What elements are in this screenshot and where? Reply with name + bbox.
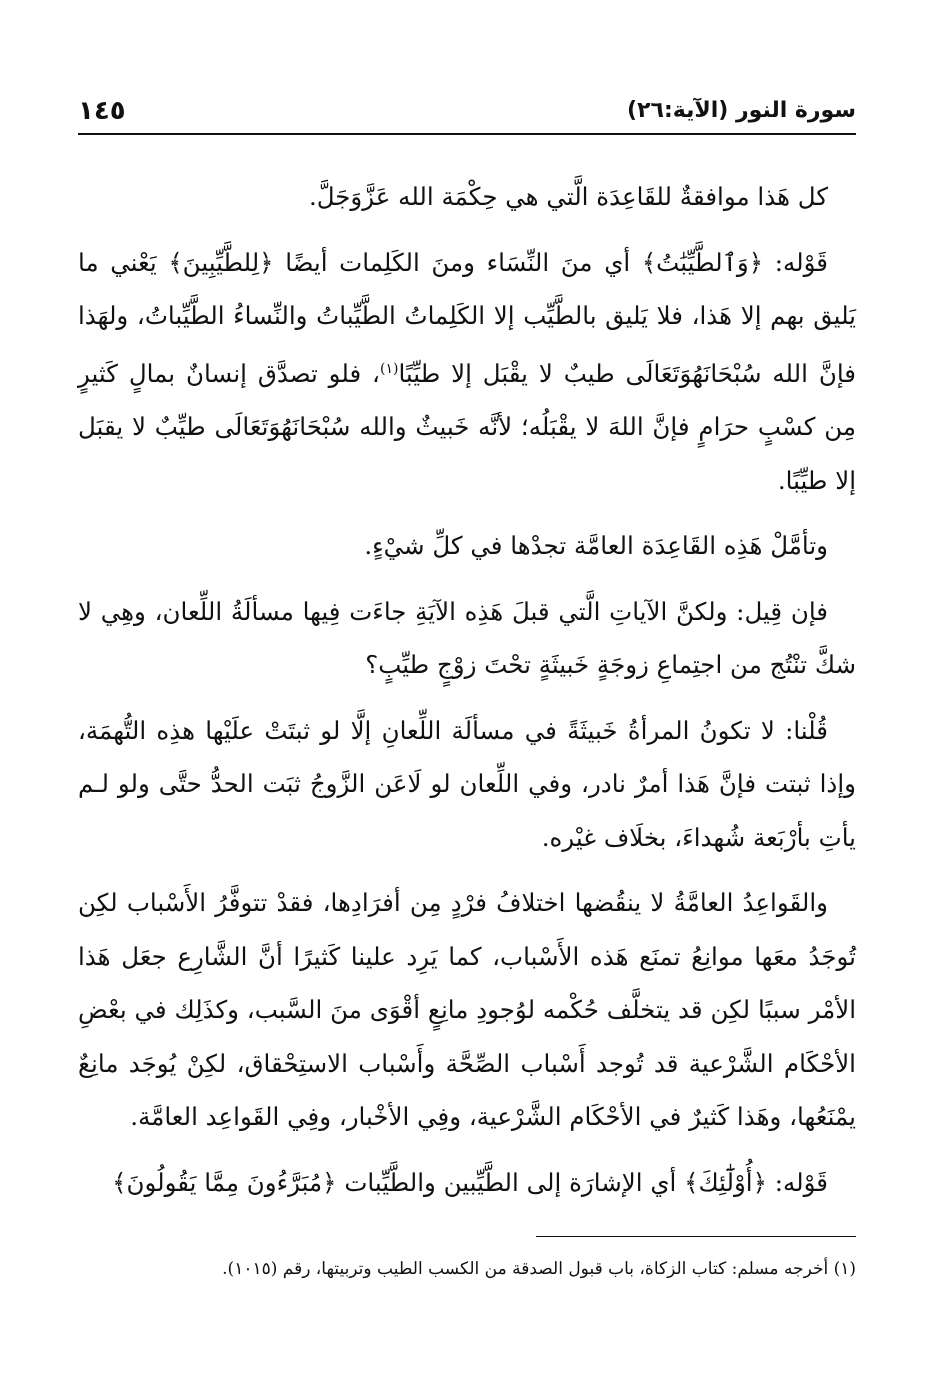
quran-quote: ﴿مُبَرَّءُونَ مِمَّا يَقُولُونَ﴾ — [112, 1167, 337, 1197]
paragraph-text: أي الإشارَة إلى الطَّيِّبين والطَّيِّبات — [344, 1167, 677, 1197]
paragraph-text: والقَواعِدُ العامَّةُ لا ينقُضها اختلافُ فرْدٍ مِن أفرَادِها، فقدْ تتوفَّرُ الأَسْباب لكِن تُوجَدُ معَها موانِعُ تمنَع هَذه الأَسْباب، كما يَرِد علينا كَثيرًا أنَّ الشَّارِع جعَل هَذا الأمْر سببًا لكِن قد يتخلَّف حُكْمه لوُجودِ مانِعٍ أقْوَى منَ السَّبب، وكذَلِك في بعْضِ الأحْكَام الشَّرْعية قد تُوجد أَسْباب الصِّحَّة وأَسْباب الاستِحْقاق، لكِنْ يُوجَد مانِعٌ يمْنَعُها، وهَذا كَثيرٌ في الأحْكَام الشَّرْعية، وفِي الأخْبار، وفِي القَواعِد العامَّة. — [78, 888, 856, 1132]
paragraph-lead: قَوْله: — [774, 247, 828, 277]
footnote-marker[interactable]: (١) — [379, 360, 399, 377]
paragraph-text: ، فلو تصدَّق إنسانٌ بمالٍ كَثيرٍ مِن كسْبٍ حرَامٍ فإنَّ اللهَ لا يقْبَلُه؛ لأنَّه خَبيثٌ والله سُبْحَانَهُوَتَعَالَى طيِّبٌ لا يقبَل إلا طيِّبًا. — [78, 358, 856, 495]
quran-quote: ﴿وَٱلطَّيِّبَٰتُ﴾ — [641, 247, 764, 277]
footnote-divider — [536, 1236, 856, 1237]
paragraph-text: وتأمَّلْ هَذِه القَاعِدَة العامَّة تجدْها في كلِّ شيْءٍ. — [364, 531, 828, 561]
paragraph-1 — [78, 170, 856, 224]
page-number: ١٤٥ — [78, 96, 126, 126]
paragraph-text: قُلْنا: لا تكونُ المرأةُ خَبيثَةً في مسألَة اللِّعانِ إلَّا لو ثبتَتْ علَيْها هذِه التُّهمَة، وإذا ثبتت فإنَّ هَذا أمرٌ نادر، وفي اللِّعان لو لَاعَن الزَّوجُ ثبَت الحدُّ حتَّى ولو لـم يأتِ بأرْبَعة شُهداءَ، بخلَاف غيْره. — [78, 715, 856, 852]
paragraph-7 — [78, 1156, 856, 1210]
running-header — [78, 96, 856, 132]
paragraph-5 — [78, 704, 856, 865]
paragraph-text: كل هَذا موافقةٌ للقَاعِدَة الَّتي هي حِكْمَة الله عَزَّوَجَلَّ. — [308, 182, 828, 211]
paragraph-4 — [78, 585, 856, 692]
footnote-text: (١) أخرجه مسلم: كتاب الزكاة، باب قبول الصدقة من الكسب الطيب وتربيتها، رقم (١٠١٥). — [222, 1259, 856, 1279]
paragraph-3 — [78, 519, 856, 573]
header-divider — [78, 133, 856, 135]
quran-quote: ﴿أُوْلَٰٓئِكَ﴾ — [684, 1167, 767, 1197]
footnote — [78, 1256, 856, 1282]
surah-title: سورة النور (الآية:٢٦) — [627, 98, 856, 123]
paragraph-6 — [78, 876, 856, 1144]
paragraph-text: أي منَ النِّسَاء ومنَ الكَلِمات أيضًا — [285, 247, 631, 277]
paragraph-text: فإن قِيل: ولكنَّ الآياتِ الَّتي قبلَ هَذِه الآيَةِ جاءَت فِيها مسألَةُ اللِّعان، وهِي لا شكَّ تنْتُج من اجتِماعِ زوجَةٍ خَبيثَةٍ تحْتَ زوْجٍ طيِّبٍ؟ — [78, 596, 856, 680]
paragraph-2 — [78, 236, 856, 508]
paragraph-text: يَعْني ما يَليق بهم إلا هَذا، فلا يَليق بالطَّيِّب إلا الكَلِماتُ الطَّيِّباتُ والنِّساءُ الطَّيِّباتُ، ولهَذا فإنَّ الله سُبْحَانَهُوَتَعَالَى طيبٌ لا يقْبَل إلا طيِّبًا — [78, 247, 856, 388]
quran-quote: ﴿لِلطَّيِّبِينَ﴾ — [168, 247, 274, 277]
main-text — [78, 170, 856, 1221]
paragraph-lead: قَوْله: — [774, 1167, 828, 1197]
